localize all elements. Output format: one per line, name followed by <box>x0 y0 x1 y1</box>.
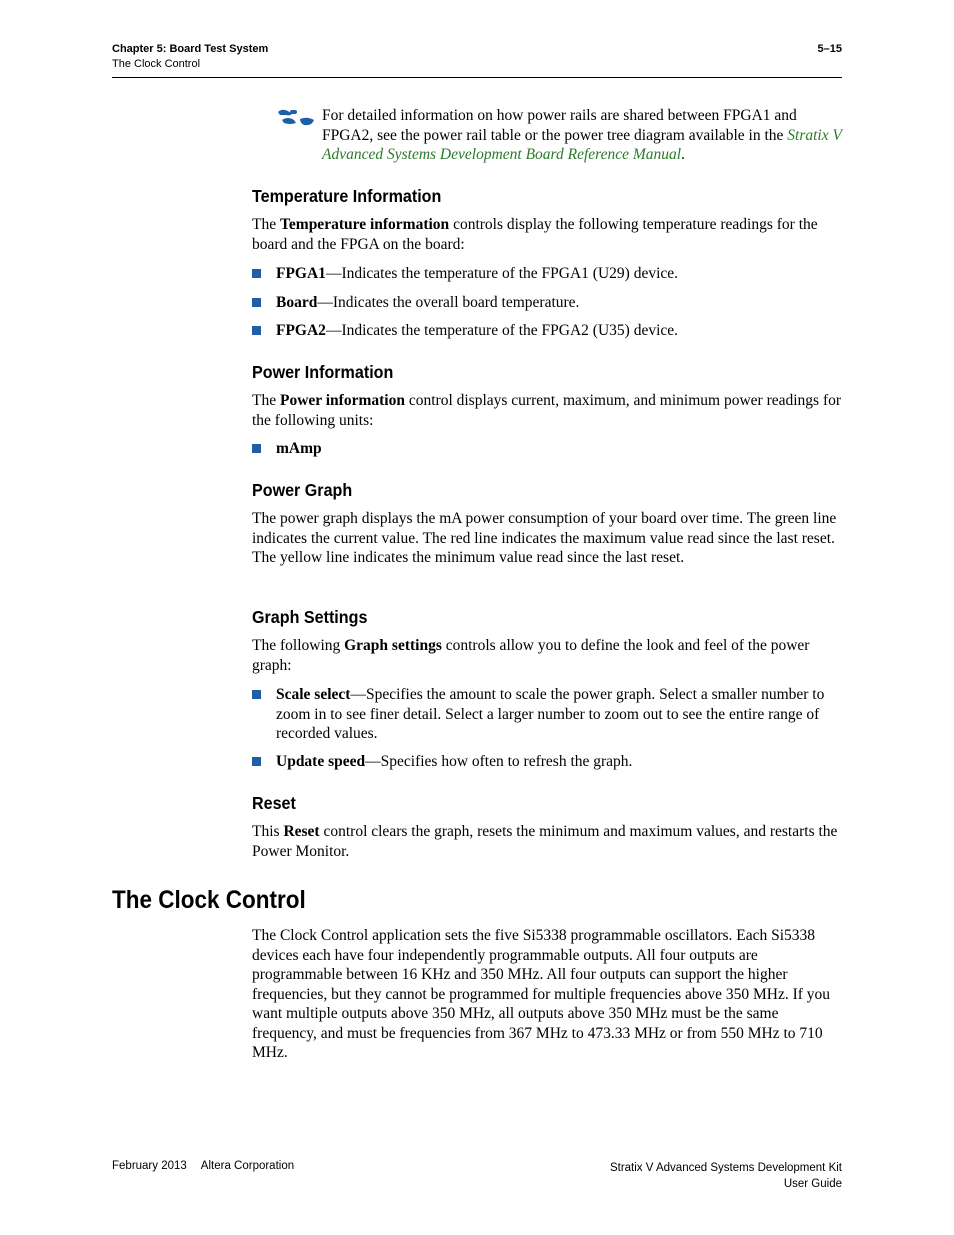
list-item: FPGA2—Indicates the temperature of the FPGA2 (U35) device. <box>252 321 844 341</box>
page-number: 5–15 <box>817 43 842 55</box>
hand-pointer-icon <box>276 108 316 128</box>
list-item: Scale select—Specifies the amount to scale the power graph. Select a smaller number to zoom in to see finer detail. Select a larger number to zoom out to see the entire range of recorded values. <box>252 685 844 744</box>
reference-manual-link[interactable]: Stratix V Advanced Systems Development Board Reference Manual <box>322 126 842 163</box>
list-item: Board—Indicates the overall board temperature. <box>252 293 844 313</box>
header-divider <box>112 77 842 78</box>
bullet-icon <box>252 444 261 453</box>
footer-doc-type: User Guide <box>783 1178 842 1190</box>
list-item: FPGA1—Indicates the temperature of the FPGA1 (U29) device. <box>252 264 844 284</box>
graph-settings-intro: The following Graph settings controls allow you to define the look and feel of the power graph: <box>252 637 810 674</box>
graph-settings-heading: Graph Settings <box>252 607 368 627</box>
list-item: mAmp <box>252 439 844 459</box>
list-item: Update speed—Specifies how often to refresh the graph. <box>252 752 844 772</box>
clock-control-heading: The Clock Control <box>112 886 306 914</box>
reset-heading: Reset <box>252 793 296 813</box>
bullet-icon <box>252 298 261 307</box>
footer-doc-title: Stratix V Advanced Systems Development Kit <box>609 1162 842 1174</box>
footer-right <box>610 1160 842 1192</box>
page-header <box>112 43 842 75</box>
footer-date: February 2013 <box>112 1160 187 1172</box>
clock-control-text: The Clock Control application sets the five Si5338 programmable oscillators. Each Si5338 devices each have four independently programmable outputs. All four outputs are programmable between 16 KHz and 350 MHz. All four outputs can support the higher frequencies, but they cannot be programmed for multiple frequencies above 350 MHz. If you want multiple outputs above 350 MHz, all outputs above 350 MHz must be the same frequency, and must be frequencies from 367 MHz to 473.33 MHz or from 550 MHz to 710 MHz. <box>252 927 831 1061</box>
temperature-intro: The Temperature information controls display the following temperature readings for the board and the FPGA on the board: <box>252 216 818 253</box>
bullet-icon <box>252 326 261 335</box>
footer-left <box>112 1160 294 1172</box>
bullet-icon <box>252 690 261 699</box>
power-graph-heading: Power Graph <box>252 480 353 500</box>
power-graph-text: The power graph displays the mA power consumption of your board over time. The green line indicates the current value. The red line indicates the maximum value read since the last reset. The yellow line indicates the minimum value read since the last reset. <box>252 510 837 566</box>
chapter-title: Chapter 5: Board Test System <box>112 43 269 55</box>
bullet-icon <box>252 269 261 278</box>
power-info-heading: Power Information <box>252 362 394 382</box>
section-title: The Clock Control <box>112 58 201 70</box>
temperature-heading: Temperature Information <box>252 186 442 206</box>
reset-text: This Reset control clears the graph, resets the minimum and maximum values, and restarts the Power Monitor. <box>252 823 838 860</box>
note-text: For detailed information on how power rails are shared between FPGA1 and FPGA2, see the power rail table or the power tree diagram available in the Stratix V Advanced Systems Development Board Reference Manual. <box>322 107 842 163</box>
bullet-icon <box>252 757 261 766</box>
power-info-intro: The Power information control displays current, maximum, and minimum power readings for the following units: <box>252 392 842 429</box>
footer-company: Altera Corporation <box>200 1160 295 1172</box>
